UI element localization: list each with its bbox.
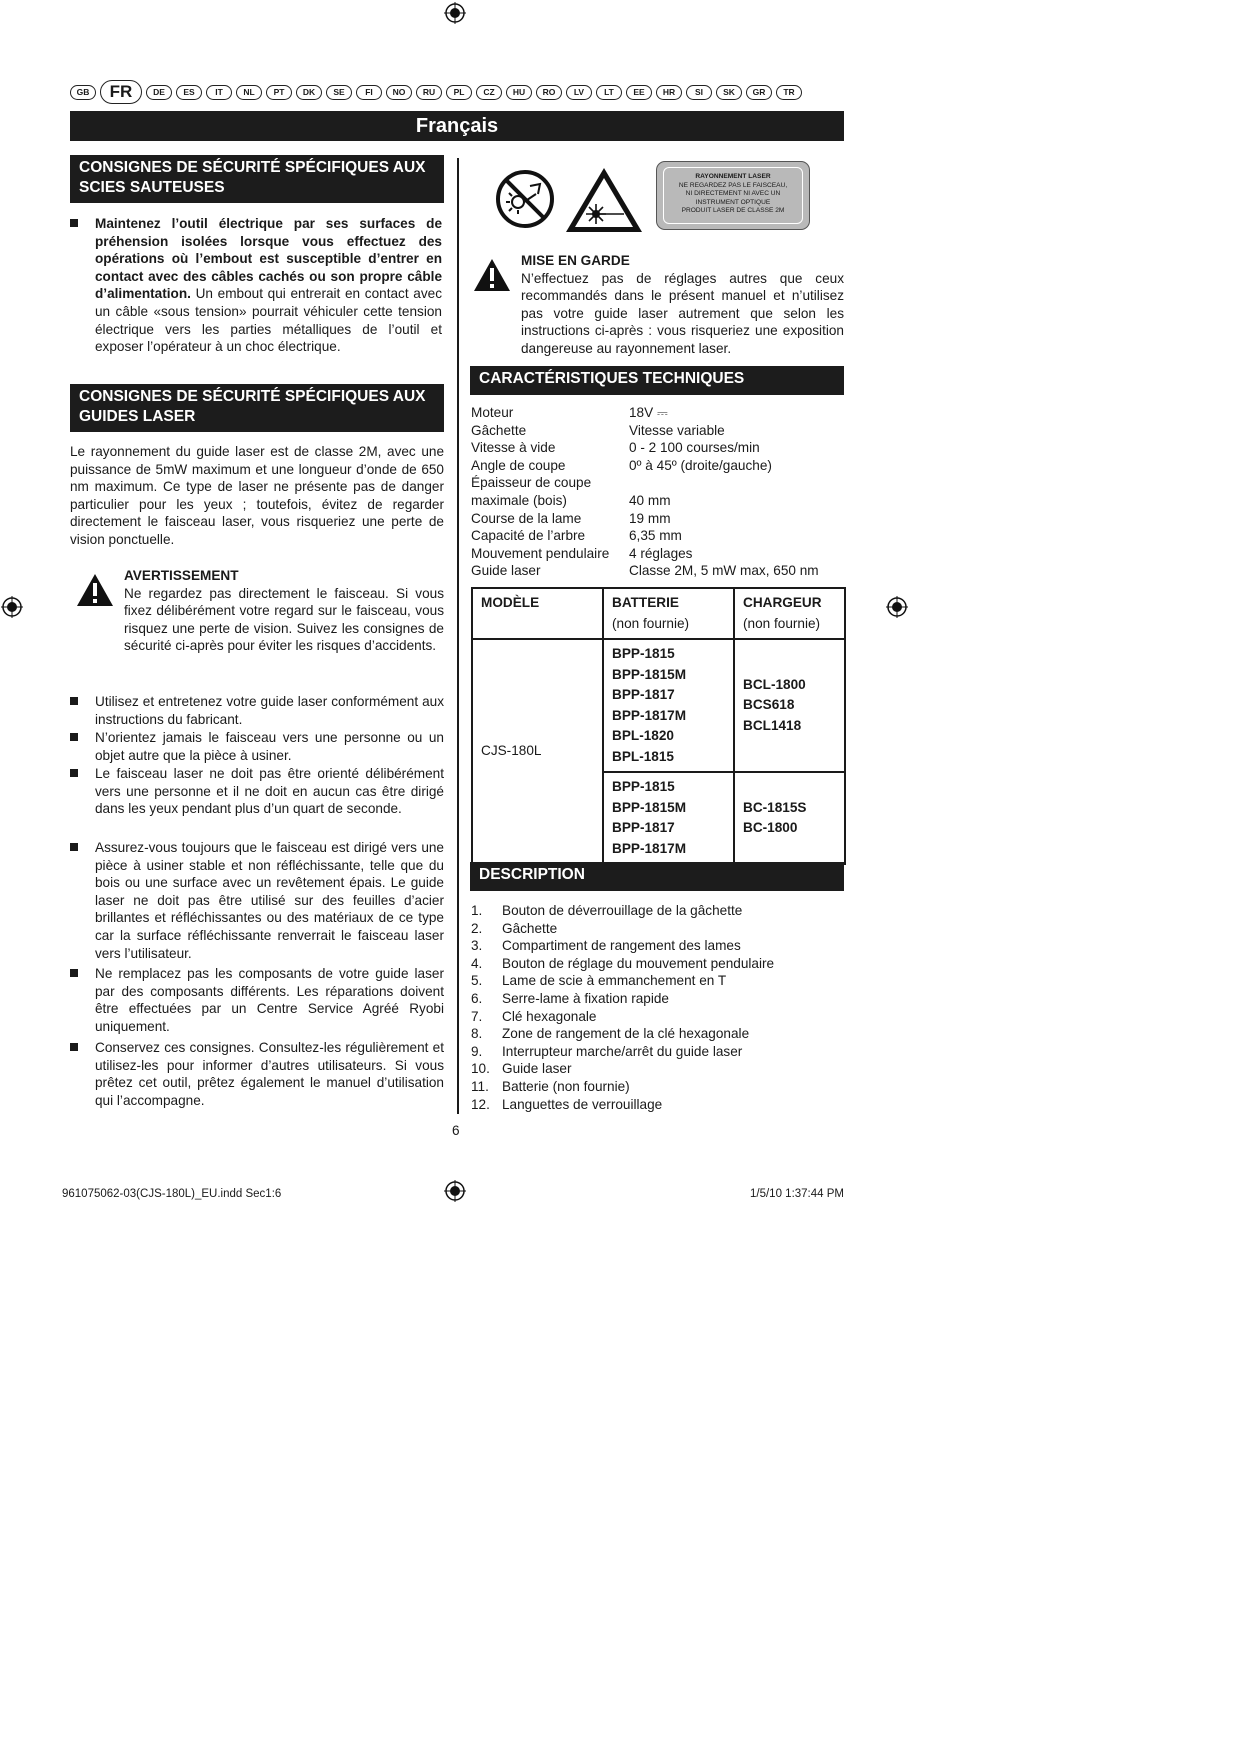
spec-row xyxy=(471,422,819,440)
model-table xyxy=(471,587,846,865)
list-item xyxy=(471,920,774,938)
language-tab-hu[interactable]: HU xyxy=(506,85,532,100)
table-header-charger: CHARGEUR (non fournie) xyxy=(734,588,845,639)
table-header-model: MODÈLE xyxy=(472,588,603,639)
language-tab-tr[interactable]: TR xyxy=(776,85,802,100)
table-cell-item: BCS618 xyxy=(743,697,795,713)
list-item xyxy=(471,990,774,1008)
laser-safety-bullet xyxy=(70,1039,444,1109)
list-item xyxy=(471,902,774,920)
spec-row xyxy=(471,474,819,492)
table-cell-item: BPP-1815M xyxy=(612,799,687,815)
page-number: 6 xyxy=(452,1123,460,1138)
bullet-text: Assurez-vous toujours que le faisceau est dirigé vers une pièce à usiner stable et non réfléchissante, telle que du bois ou une surface avec un revêtement épais. Le guide laser ne doit pas être utilisé sur des feuilles d’acier brillantes et réfléchissantes ou des matériaux de ce type car la surface réfléchissante renverrait le faisceau laser vers l’utilisateur. xyxy=(95,840,444,961)
language-tab-it[interactable]: IT xyxy=(206,85,232,100)
spec-row xyxy=(471,457,819,475)
laser-label-line: PRODUIT LASER DE CLASSE 2M xyxy=(681,207,785,215)
list-item xyxy=(471,1096,774,1114)
table-cell-item: BC-1815S xyxy=(743,799,807,815)
list-item-text: Languettes de verrouillage xyxy=(502,1096,663,1112)
laser-warning-label xyxy=(656,161,810,230)
registration-mark xyxy=(886,596,908,618)
bullet-text: Un embout qui entrerait en contact avec un câble «sous tension» pourrait véhiculer cette tension électrique vers les parties métalliques de l’outil et exposer l’opérateur à un choc électrique. xyxy=(95,286,442,355)
spec-label: maximale (bois) xyxy=(471,492,567,508)
section-title-description: DESCRIPTION xyxy=(470,862,844,891)
laser-intro-paragraph: Le rayonnement du guide laser est de classe 2M, avec une puissance de 5mW maximum et une longueur d’onde de 650 nm maximum. Ce type de laser ne présente pas de danger particulier pour les yeux ; toutefois, évitez de regarder directement le faisceau laser, vous risqueriez une perte de vision ponctuelle. xyxy=(70,444,444,547)
list-item-number: 2. xyxy=(471,920,483,936)
laser-label-line: NE REGARDEZ PAS LE FAISCEAU, xyxy=(678,181,788,189)
language-tab-hr[interactable]: HR xyxy=(656,85,682,100)
bullet-bold-text: Maintenez l’outil électrique par ses surfaces de préhension isolées lorsque vous effectuez des opérations où l’embout est susceptible d’entrer en contact avec des câbles cachés ou son propre câble d’alimentation. xyxy=(95,216,442,302)
bullet-text: Utilisez et entretenez votre guide laser conformément aux instructions du fabricant. xyxy=(95,694,444,727)
table-cell-item: BPP-1817M xyxy=(612,707,687,723)
list-item-number: 3. xyxy=(471,938,483,954)
list-item-number: 12. xyxy=(471,1096,490,1112)
language-tab-lv[interactable]: LV xyxy=(566,85,592,100)
spec-row xyxy=(471,545,819,563)
laser-safety-bullet xyxy=(70,693,444,728)
language-tab-pl[interactable]: PL xyxy=(446,85,472,100)
spec-label: Épaisseur de coupe xyxy=(471,475,592,491)
language-tab-gb[interactable]: GB xyxy=(70,85,96,100)
warning-triangle-icon xyxy=(76,573,114,607)
list-item xyxy=(471,937,774,955)
footer-timestamp: 1/5/10 1:37:44 PM xyxy=(750,1188,844,1200)
spec-value: 40 mm xyxy=(629,492,671,508)
registration-mark xyxy=(1,596,23,618)
list-item-number: 9. xyxy=(471,1043,483,1059)
language-tab-dk[interactable]: DK xyxy=(296,85,322,100)
list-item-number: 11. xyxy=(471,1078,489,1094)
section-title-specs: CARACTÉRISTIQUES TECHNIQUES xyxy=(470,366,844,395)
list-item xyxy=(471,1078,774,1096)
language-tab-si[interactable]: SI xyxy=(686,85,712,100)
language-tab-no[interactable]: NO xyxy=(386,85,412,100)
language-tab-ro[interactable]: RO xyxy=(536,85,562,100)
column-divider xyxy=(457,158,459,1114)
language-tab-fi[interactable]: FI xyxy=(356,85,382,100)
spec-value: 6,35 mm xyxy=(629,528,682,544)
footer-file-info: 961075062-03(CJS-180L)_EU.indd Sec1:6 xyxy=(62,1188,282,1200)
registration-mark xyxy=(444,2,466,24)
bullet-square-icon xyxy=(70,843,78,851)
laser-label-line: INSTRUMENT OPTIQUE xyxy=(695,198,771,206)
list-item-number: 4. xyxy=(471,955,483,971)
registration-mark xyxy=(444,1180,466,1202)
list-item-text: Interrupteur marche/arrêt du guide laser xyxy=(502,1043,743,1059)
list-item-number: 10. xyxy=(471,1061,490,1077)
table-cell-item: BCL-1800 xyxy=(743,676,806,692)
spec-label: Guide laser xyxy=(471,563,541,579)
table-row xyxy=(472,639,845,772)
language-tab-fr[interactable]: FR xyxy=(100,80,142,104)
table-cell-chargers xyxy=(734,772,845,864)
spec-label: Angle de coupe xyxy=(471,457,566,473)
language-tab-es[interactable]: ES xyxy=(176,85,202,100)
language-tab-cz[interactable]: CZ xyxy=(476,85,502,100)
spec-row xyxy=(471,404,819,422)
table-header-row xyxy=(472,588,845,639)
caution-text: N’effectuez pas de réglages autres que ceux recommandés dans le présent manuel et n’utilisez pas votre guide laser autrement que selon les instructions ci-après : vous risqueriez une exposition dangereuse au rayonnement laser. xyxy=(521,270,844,356)
list-item xyxy=(471,955,774,973)
table-cell-item: BPP-1815 xyxy=(612,779,675,794)
bullet-square-icon xyxy=(70,697,78,705)
bullet-text: N’orientez jamais le faisceau vers une personne ou un objet autre que la pièce à usiner. xyxy=(95,730,444,763)
language-tab-lt[interactable]: LT xyxy=(596,85,622,100)
spec-value: 18V ⎓ xyxy=(629,405,668,420)
laser-safety-bullet xyxy=(70,839,444,962)
list-item-text: Guide laser xyxy=(502,1061,572,1077)
bullet-text: Le faisceau laser ne doit pas être orienté délibérément vers une personne et il ne doit en aucun cas être dirigé dans les yeux pendant plus d’un quart de seconde. xyxy=(95,766,444,817)
spec-label: Vitesse à vide xyxy=(471,440,556,456)
list-item xyxy=(471,1060,774,1078)
list-item-number: 8. xyxy=(471,1026,483,1042)
list-item xyxy=(471,1043,774,1061)
language-tab-ee[interactable]: EE xyxy=(626,85,652,100)
list-item xyxy=(471,1025,774,1043)
language-tab-se[interactable]: SE xyxy=(326,85,352,100)
spec-value: Vitesse variable xyxy=(629,422,725,438)
language-tab-ru[interactable]: RU xyxy=(416,85,442,100)
language-tabs xyxy=(70,79,850,105)
spec-label: Gâchette xyxy=(471,422,527,438)
table-cell-batteries xyxy=(603,772,734,864)
language-tab-sk[interactable]: SK xyxy=(716,85,742,100)
table-cell-item: BPL-1815 xyxy=(612,748,674,764)
list-item-text: Batterie (non fournie) xyxy=(502,1078,630,1094)
laser-safety-bullet xyxy=(70,765,444,818)
spec-value: 4 réglages xyxy=(629,545,693,561)
language-tab-pt[interactable]: PT xyxy=(266,85,292,100)
spec-label: Capacité de l’arbre xyxy=(471,528,586,544)
laser-hazard-triangle-icon xyxy=(564,166,644,234)
table-cell-model: CJS-180L xyxy=(472,639,603,864)
spec-label: Course de la lame xyxy=(471,510,582,526)
list-item xyxy=(471,972,774,990)
language-tab-nl[interactable]: NL xyxy=(236,85,262,100)
table-cell-item: BC-1800 xyxy=(743,820,798,835)
table-cell-batteries xyxy=(603,639,734,772)
table-cell-item: BPP-1815 xyxy=(612,646,675,661)
caution-title: MISE EN GARDE xyxy=(521,253,630,268)
language-tab-de[interactable]: DE xyxy=(146,85,172,100)
list-item-text: Zone de rangement de la clé hexagonale xyxy=(502,1026,750,1042)
list-item-number: 5. xyxy=(471,973,483,989)
laser-safety-bullet xyxy=(70,965,444,1035)
spec-row xyxy=(471,439,819,457)
warning-title: AVERTISSEMENT xyxy=(124,568,239,583)
description-list xyxy=(471,902,774,1113)
list-item-text: Bouton de déverrouillage de la gâchette xyxy=(502,903,743,918)
language-tab-gr[interactable]: GR xyxy=(746,85,772,100)
spec-row xyxy=(471,527,819,545)
spec-value: 0 - 2 100 courses/min xyxy=(629,440,760,456)
list-item-number: 1. xyxy=(471,903,483,918)
list-item-number: 6. xyxy=(471,990,483,1006)
spec-value: Classe 2M, 5 mW max, 650 nm xyxy=(629,563,819,579)
table-cell-item: BPP-1817M xyxy=(612,840,687,856)
list-item xyxy=(471,1008,774,1026)
list-item-text: Bouton de réglage du mouvement pendulaire xyxy=(502,955,775,971)
spec-label: Mouvement pendulaire xyxy=(471,545,610,561)
list-item-text: Gâchette xyxy=(502,920,558,936)
laser-safety-bullet xyxy=(70,729,444,764)
no-look-laser-icon xyxy=(494,168,556,230)
warning-text: Ne regardez pas directement le faisceau. Si vous fixez délibérément votre regard sur le faisceau, vous risquez une perte de vision. Suivez les consignes de sécurité ci-après pour éviter les risques d’accidents. xyxy=(124,585,444,654)
table-cell-item: BPP-1817 xyxy=(612,820,675,835)
spec-value: 19 mm xyxy=(629,510,671,526)
list-item-text: Lame de scie à emmanchement en T xyxy=(502,973,727,989)
section-title-jigsaw-safety: CONSIGNES DE SÉCURITÉ SPÉCIFIQUES AUX SCIES SAUTEUSES xyxy=(70,155,444,203)
section-title-laser-safety: CONSIGNES DE SÉCURITÉ SPÉCIFIQUES AUX GUIDES LASER xyxy=(70,384,444,432)
bullet-square-icon xyxy=(70,769,78,777)
spec-row xyxy=(471,562,819,580)
caution-triangle-icon xyxy=(473,258,511,292)
bullet-text: Conservez ces consignes. Consultez-les régulièrement et utilisez-les pour informer d’autres utilisateurs. Si vous prêtez cet outil, prêtez également le manuel d’utilisation qui l’accompagne. xyxy=(95,1040,444,1108)
laser-label-line: NI DIRECTEMENT NI AVEC UN xyxy=(685,190,781,198)
table-cell-chargers xyxy=(734,639,845,772)
jigsaw-safety-bullet xyxy=(70,215,442,356)
table-cell-item: BPP-1817 xyxy=(612,687,675,702)
list-item-text: Clé hexagonale xyxy=(502,1008,597,1024)
spec-row xyxy=(471,492,819,510)
bullet-square-icon xyxy=(70,969,78,977)
table-header-battery: BATTERIE (non fournie) xyxy=(603,588,734,639)
table-cell-item: BCL1418 xyxy=(743,717,802,733)
bullet-square-icon xyxy=(70,733,78,741)
bullet-text: Ne remplacez pas les composants de votre guide laser par des composants différents. Les réparations doivent être effectuées par un Centre Service Agréé Ryobi uniquement. xyxy=(95,966,444,1034)
table-cell-item: BPP-1815M xyxy=(612,666,687,682)
laser-label-line: RAYONNEMENT LASER xyxy=(695,173,771,180)
list-item-number: 7. xyxy=(471,1008,483,1024)
list-item-text: Serre-lame à fixation rapide xyxy=(502,990,669,1006)
warning-block xyxy=(124,567,444,655)
bullet-square-icon xyxy=(70,219,78,227)
caution-block xyxy=(521,252,844,358)
bullet-square-icon xyxy=(70,1043,78,1051)
table-cell-item: BPL-1820 xyxy=(612,728,674,743)
spec-label: Moteur xyxy=(471,405,514,420)
spec-value: 0º à 45º (droite/gauche) xyxy=(629,457,772,473)
spec-row xyxy=(471,510,819,528)
list-item-text: Compartiment de rangement des lames xyxy=(502,938,741,954)
spec-list xyxy=(471,404,819,580)
page-title: Français xyxy=(70,111,844,141)
